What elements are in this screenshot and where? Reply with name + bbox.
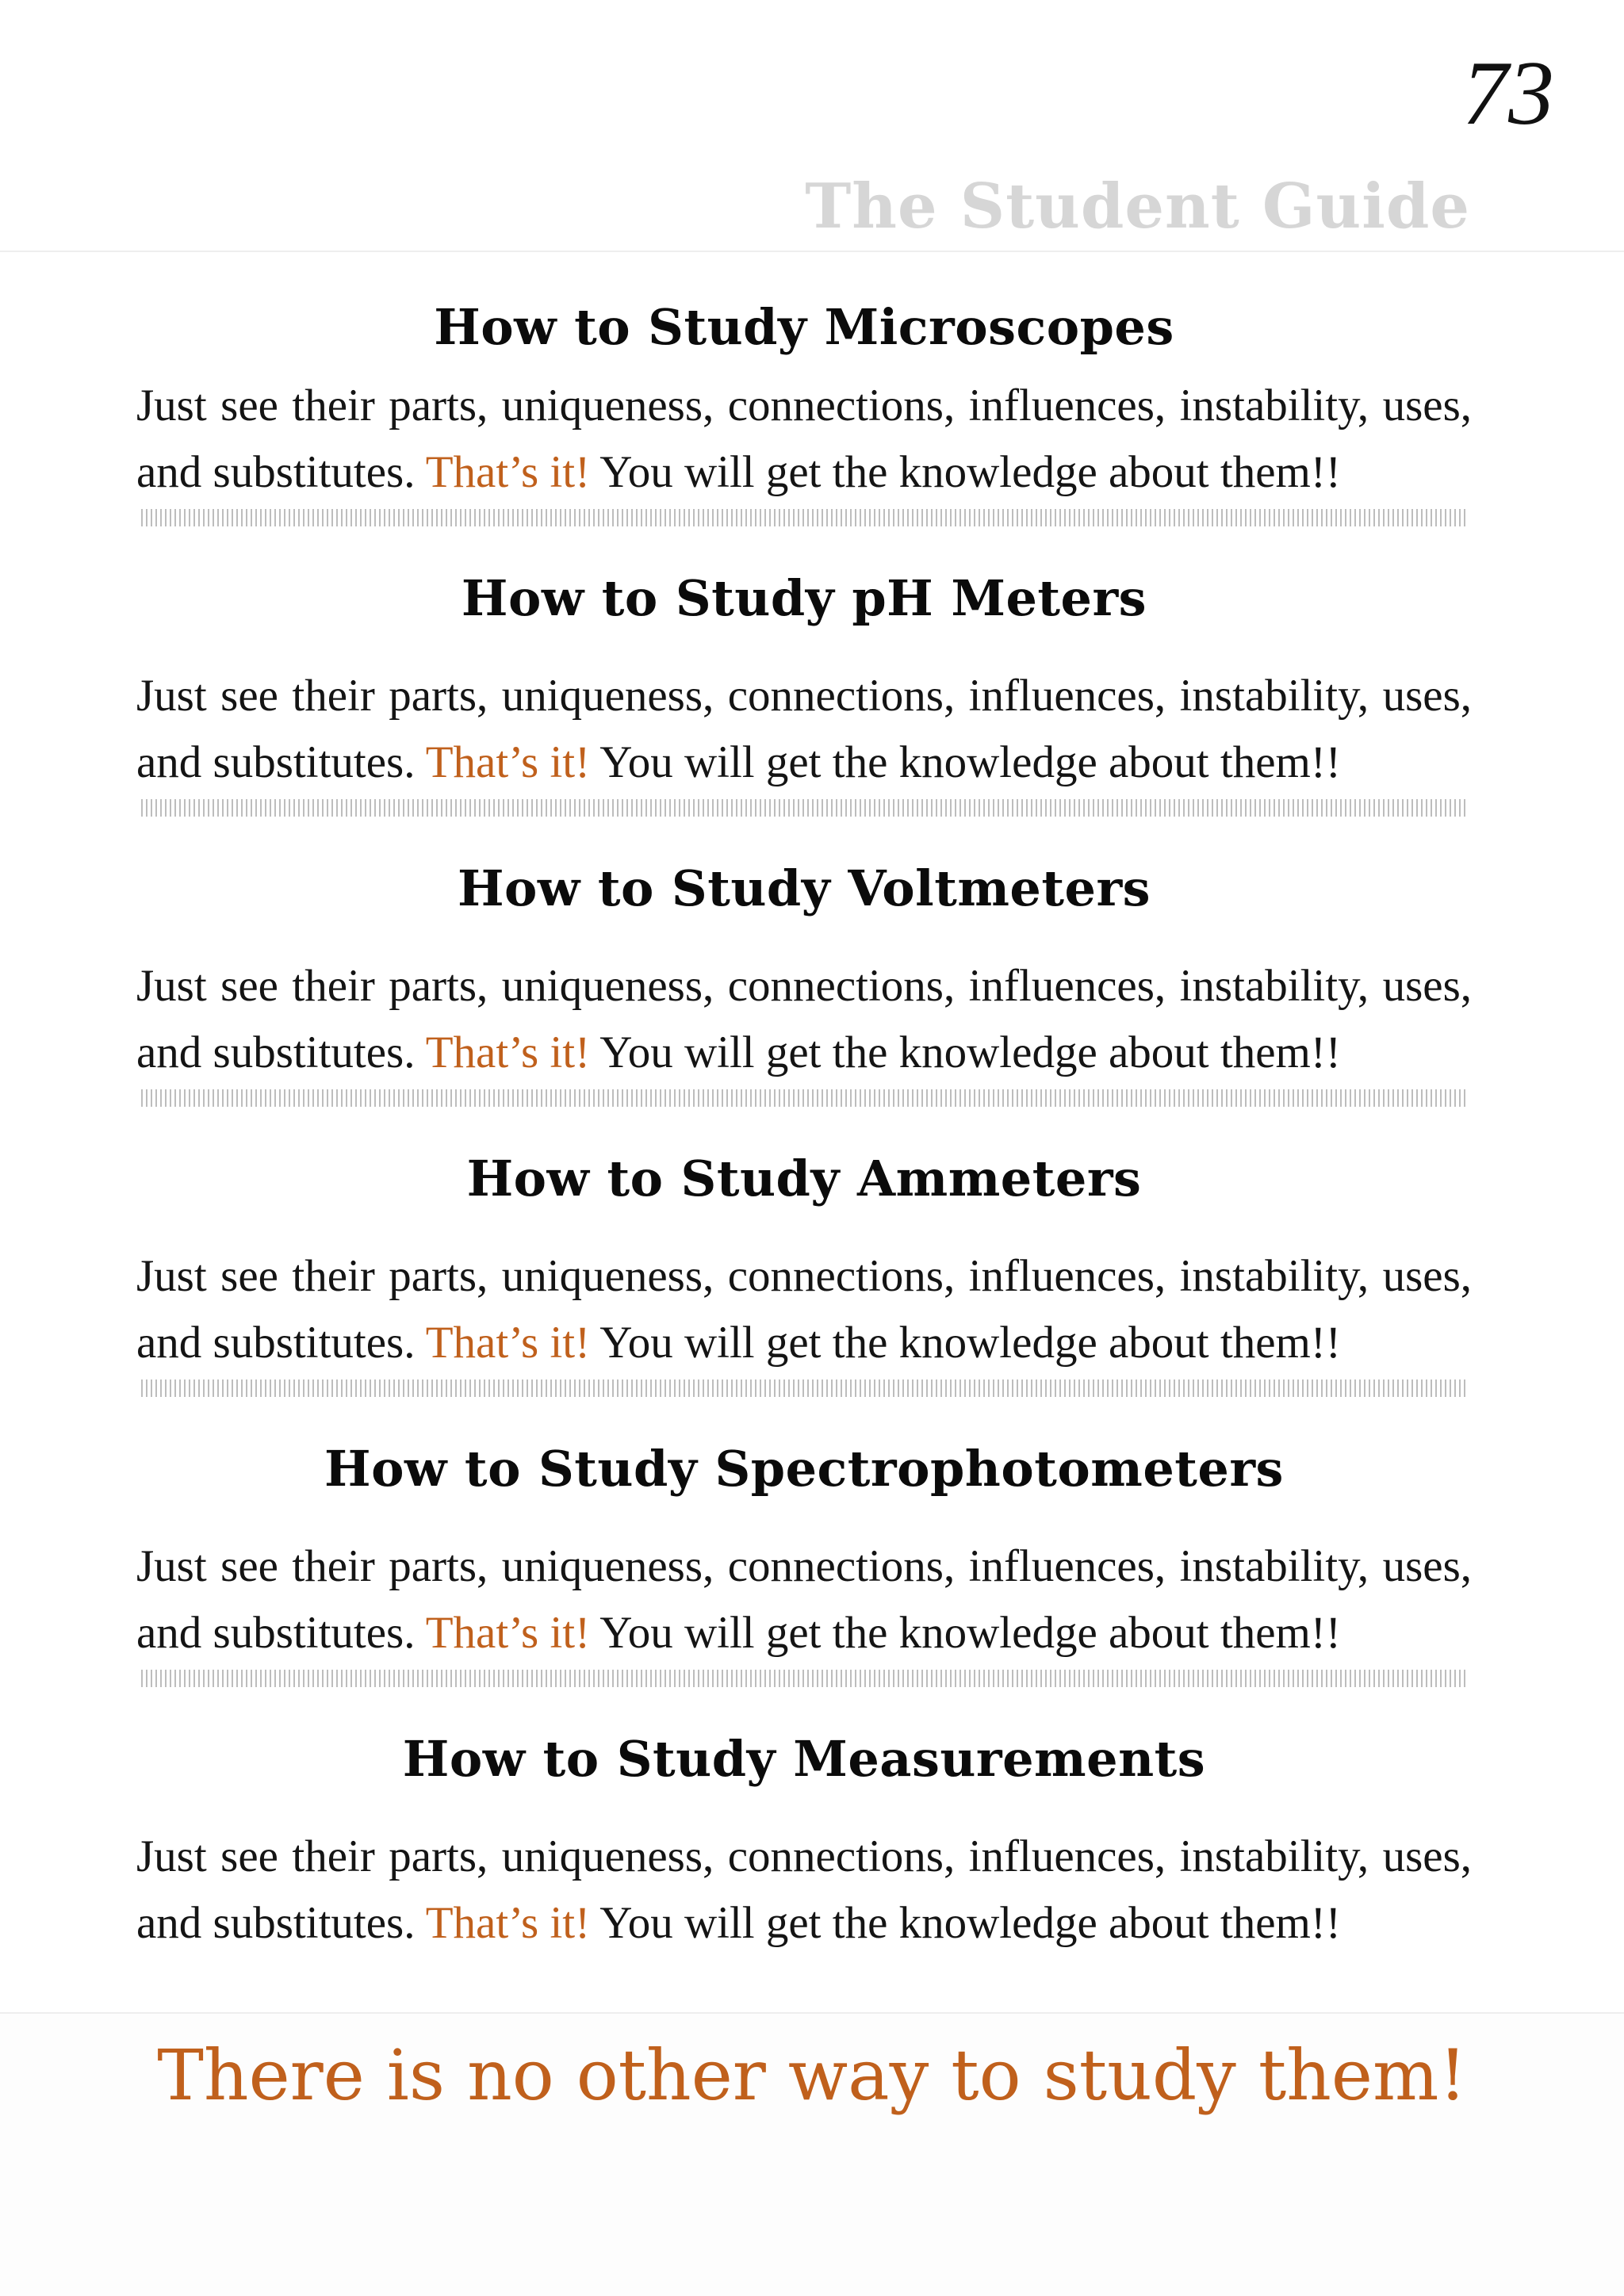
section-spectrophotometers <box>136 1440 1472 1687</box>
section-title: How to Study pH Meters <box>461 569 1147 627</box>
highlight-text: That’s it! <box>425 1608 591 1658</box>
body-text: Just see their parts, uniqueness, connections, influences, instability, uses, and substitutes. <box>136 381 1472 497</box>
footer-divider <box>0 2012 1624 2014</box>
body-text: You will get the knowledge about them!! <box>590 1027 1341 1077</box>
body-text: You will get the knowledge about them!! <box>590 1608 1341 1658</box>
page-content <box>136 292 1472 1957</box>
closing-line: There is no other way to study them! <box>157 2034 1467 2116</box>
highlight-text: That’s it! <box>425 1027 591 1077</box>
body-text: Just see their parts, uniqueness, connections, influences, instability, uses, and substitutes. <box>136 671 1472 787</box>
section-voltmeters <box>136 859 1472 1107</box>
header-divider <box>0 251 1624 252</box>
section-title: How to Study Voltmeters <box>457 859 1151 917</box>
section-divider <box>141 1380 1467 1397</box>
section-body <box>136 1823 1472 1957</box>
section-measurements <box>136 1730 1472 1957</box>
section-divider <box>141 1089 1467 1107</box>
section-divider <box>141 799 1467 817</box>
highlight-text: That’s it! <box>425 1898 591 1948</box>
section-title: How to Study Microscopes <box>434 298 1174 356</box>
section-body <box>136 373 1472 506</box>
body-text: Just see their parts, uniqueness, connections, influences, instability, uses, and substitutes. <box>136 961 1472 1077</box>
highlight-text: That’s it! <box>425 737 591 787</box>
section-microscopes <box>136 298 1472 526</box>
section-divider <box>141 509 1467 526</box>
body-text: You will get the knowledge about them!! <box>590 1318 1341 1368</box>
section-ammeters <box>136 1150 1472 1397</box>
body-text: Just see their parts, uniqueness, connections, influences, instability, uses, and substitutes. <box>136 1251 1472 1368</box>
section-title: How to Study Spectrophotometers <box>324 1440 1284 1498</box>
body-text: You will get the knowledge about them!! <box>590 737 1341 787</box>
section-body <box>136 1243 1472 1376</box>
body-text: Just see their parts, uniqueness, connections, influences, instability, uses, and substitutes. <box>136 1831 1472 1948</box>
page-number: 73 <box>1462 43 1554 144</box>
body-text: You will get the knowledge about them!! <box>590 1898 1341 1948</box>
body-text: Just see their parts, uniqueness, connections, influences, instability, uses, and substitutes. <box>136 1541 1472 1658</box>
section-ph-meters <box>136 569 1472 817</box>
running-head: The Student Guide <box>805 170 1470 243</box>
section-title: How to Study Ammeters <box>466 1150 1142 1207</box>
section-body <box>136 663 1472 796</box>
section-body <box>136 1533 1472 1667</box>
section-body <box>136 953 1472 1086</box>
section-divider <box>141 1670 1467 1687</box>
section-title: How to Study Measurements <box>402 1730 1206 1788</box>
body-text: You will get the knowledge about them!! <box>590 447 1341 497</box>
highlight-text: That’s it! <box>425 1318 591 1368</box>
highlight-text: That’s it! <box>425 447 591 497</box>
